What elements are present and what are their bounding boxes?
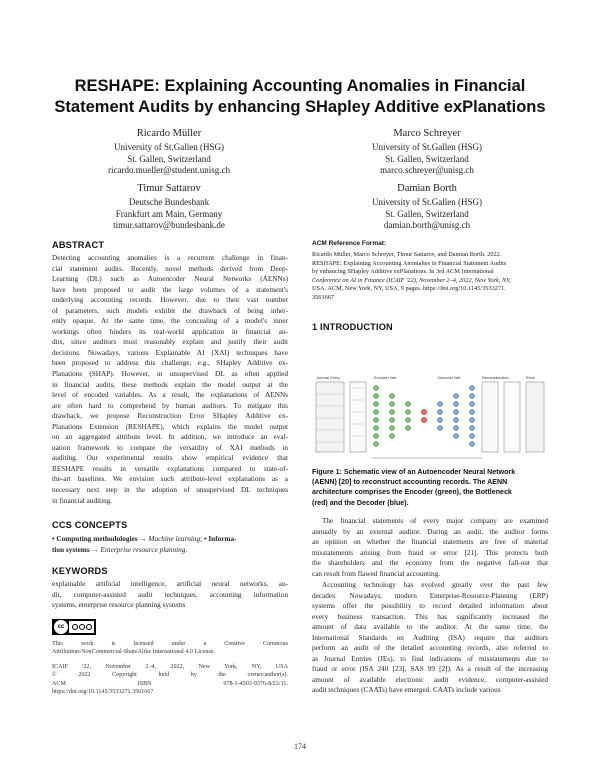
title-line: RESHAPE: Explaining Accounting Anomalies in Financial: [74, 77, 526, 95]
caption-line: Figure 1: Schematic view of an Autoencoder Neural Network: [312, 468, 516, 476]
keywords-text: [52, 579, 288, 611]
author-location: St. Gallen, Switzerland: [385, 208, 469, 219]
page-number: 174: [294, 742, 306, 751]
text-line: the-art baselines. We envision such attribute-level explanations as a: [52, 475, 288, 484]
cc-license-icons: [69, 621, 94, 633]
caption-line: (red) and the Decoder (blue).: [312, 498, 409, 507]
journal-entry-table: [316, 382, 344, 452]
author-block: [322, 182, 532, 232]
nc-icon: [79, 624, 85, 630]
text-line: Planations (SHAP). However, in unsupervised DL as often applied: [52, 370, 288, 379]
input-encoding: [350, 382, 366, 452]
text-line: the shareholders and the economy from the negative fall-out that: [312, 559, 548, 568]
abstract-heading: ABSTRACT: [52, 240, 105, 250]
author-location: St. Gallen, Switzerland: [385, 153, 469, 164]
text-line: dits, since auditors must reasonably explain and justify their audit: [52, 338, 288, 347]
by-icon: [72, 624, 78, 630]
abstract-text: [52, 253, 288, 506]
ref-line: Conference on AI in Finance (ICAIF '22), November 2–4, 2022, New York, NY,: [312, 276, 511, 284]
title-line: Statement Audits by enhancing SHapley Additive exPlanations: [54, 98, 546, 116]
ccs-concepts-heading: CCS CONCEPTS: [52, 520, 128, 530]
author-affiliation: University of St.Gallen (HSG): [372, 142, 482, 152]
text-line: of parameters, such models exhibit the drawback of being inher-: [52, 306, 288, 315]
text-line: on an aggregated attribute level. In addition, we introduce an eval-: [52, 433, 288, 442]
text-line: have been proposed to audit the large volumes of a statement's: [52, 285, 288, 294]
author-name: Ricardo Müller: [136, 128, 202, 139]
figure-label: Decoder Net: [438, 375, 461, 380]
text-line: audit techniques (CAATs) have emerged. CAATs include various: [312, 686, 501, 695]
creative-commons-badge[interactable]: [52, 619, 96, 635]
text-line: in financial audits, these methods explain the model output at the: [52, 380, 288, 389]
sa-icon: [86, 624, 92, 630]
keywords-heading: KEYWORDS: [52, 566, 108, 576]
text-line: Planations Extension (RESHAPE), which explains the model output: [52, 422, 288, 431]
reconstruction-output: [482, 382, 544, 452]
author-affiliation: University of St.Gallen (HSG): [114, 142, 224, 152]
introduction-heading: 1 INTRODUCTION: [312, 322, 393, 332]
text-line: Attribution-NonCommercial-ShareAlike International 4.0 License.: [52, 649, 215, 656]
ccs-line: • Computing methodologies → Machine learning; • Informa-: [52, 535, 237, 543]
text-line: International Standards on Auditing (ISA) require that auditors: [312, 633, 548, 642]
author-block: [322, 127, 532, 177]
text-line: explainable artificial intelligence, artificial neural networks, au-: [52, 580, 288, 588]
ref-line: 3561667: [312, 293, 335, 301]
ref-line: RESHAPE: Explaining Accounting Anomalies in Financial Statement Audits: [312, 259, 507, 267]
figure-1-aenn-schematic: [312, 374, 548, 464]
text-line: Detecting accounting anomalies is a recurrent challenge in finan-: [52, 254, 288, 262]
text-line: Learning (DL) such as Autoencoder Neural Networks (AENNs): [52, 275, 288, 284]
author-location: St. Gallen, Switzerland: [127, 153, 211, 164]
text-line: The financial statements of every major company are examined: [322, 517, 548, 525]
cc-logo-icon: cc: [54, 620, 68, 634]
author-email[interactable]: damian.borth@unisg.ch: [383, 220, 471, 231]
text-line: level of encoded variables. As a result, the explanations of AENNs: [52, 391, 288, 400]
text-line: perform an audit of the detailed accounting records, also referred to: [312, 644, 548, 653]
text-line: misstatements arising from fraud or error [21]. This protects both: [312, 548, 548, 557]
caption-line: (AENN) [20] to reconstruct accounting records. The AENN: [312, 478, 508, 487]
aenn-diagram: [312, 374, 548, 464]
text-line: This work is licensed under a Creative Commons: [52, 641, 288, 647]
license-text: [52, 640, 288, 657]
author-email[interactable]: timur.sattarov@bundesbank.de: [113, 220, 225, 231]
text-line: auditing. Our experimental results show empirical evidence that: [52, 454, 288, 463]
ccs-line: tion systems → Enterprise resource planning.: [52, 545, 188, 554]
text-line: amount of data available to the auditor. At the same time, the: [312, 623, 548, 632]
author-name: Timur Sattarov: [137, 183, 201, 194]
text-line: ACM ISBN 978-1-4503-9376-8/22/11.: [52, 680, 288, 687]
ref-line: Ricardo Müller, Marco Schreyer, Timur Sattarov, and Damian Borth. 2022.: [312, 251, 502, 258]
ref-line: by enhancing SHapley Additive exPlanations. In 3rd ACM International: [312, 268, 494, 276]
author-name: Marco Schreyer: [393, 128, 461, 139]
text-line: as Journal Entries (JEs), to find indications of misstatements due to: [312, 654, 548, 663]
venue-info: [52, 663, 288, 696]
text-line: cial statement audits. Recently, novel methods derived from Deep-: [52, 264, 288, 273]
intro-paragraph-1: [312, 516, 548, 579]
text-line: decisions. Nowadays, various Explainable AI (XAI) techniques have: [52, 348, 288, 357]
ref-line[interactable]: USA. ACM, New York, NY, USA, 9 pages. https://doi.org/10.1145/3533271.: [312, 285, 506, 293]
text-line: decades. Nowadays, modern Enterprise-Resource-Planning (ERP): [312, 591, 548, 600]
text-line: been proposed to address this challenge, e.g., SHapley Additive ex-: [52, 359, 288, 368]
author-email[interactable]: ricardo.mueller@student.unisg.ch: [107, 165, 230, 176]
text-line: © 2022 Copyright held by the owner/author(s).: [52, 672, 288, 679]
text-line: fraud or error (ISA 240 [23], SAS 99 [2]). As a result of the increasing: [312, 665, 548, 674]
author-block: [64, 127, 274, 177]
acm-reference-text: [312, 251, 548, 303]
caption-line: architecture comprises the Encoder (green), the Bottleneck: [312, 488, 512, 497]
author-block: [64, 182, 274, 232]
text-line: ently opaque. At the same time, the concealing of a model's inner: [52, 317, 288, 326]
text-line: dit, computer-assisted audit techniques, accounting information: [52, 590, 288, 599]
text-line: systems, enterprise resource planning systems: [52, 601, 186, 610]
text-line: Accounting technology has evolved greatly over the past few: [322, 581, 548, 589]
figure-1-caption: [312, 467, 548, 508]
author-location: Frankfurt am Main, Germany: [115, 208, 223, 219]
text-line: ICAIF '22, November 2–4, 2022, New York, NY, USA: [52, 664, 288, 670]
author-name: Damian Borth: [397, 183, 457, 194]
text-line: every business transaction. This has significantly increased the: [312, 612, 548, 621]
text-line: annually by an external auditor. During an audit, the auditor forms: [312, 527, 548, 536]
paper-title: [40, 76, 560, 118]
figure-label: Reconstruction: [482, 375, 509, 380]
text-line: underlying accounting records. However, due to their vast number: [52, 296, 288, 305]
acm-reference-heading: ACM Reference Format:: [312, 240, 387, 247]
text-line: amount of available electronic audit evidence, computer-assisted: [312, 675, 548, 684]
intro-paragraph-2: [312, 580, 548, 696]
ccs-concepts-text: [52, 534, 288, 555]
text-line: an opinion on whether the financial statements are free of material: [312, 538, 548, 547]
author-affiliation: University of St.Gallen (HSG): [372, 197, 482, 207]
text-line: drawback, we propose Reconstruction Error SHapley Additive ex-: [52, 412, 288, 421]
text-line: workings often hinders its real-world application in financial au-: [52, 327, 288, 336]
text-line: can result from flawed financial accounting.: [312, 569, 441, 578]
figure-label: Error: [526, 375, 535, 380]
text-line: RESHAPE results in versatile explanations compared to state-of-: [52, 464, 288, 473]
figure-label: Encoder Net: [374, 375, 397, 380]
text-line: necessary next step in the adoption of unsupervised DL techniques: [52, 486, 288, 495]
text-line: in financial auditing.: [52, 496, 113, 505]
author-email[interactable]: marco.schreyer@unisg.ch: [380, 165, 474, 176]
figure-label: Journal Entry: [316, 375, 340, 380]
text-line: https://doi.org/10.1145/3533271.3561667: [52, 688, 154, 695]
text-line: systems offer the possibility to record detailed information about: [312, 602, 548, 611]
author-affiliation: Deutsche Bundesbank: [128, 197, 210, 207]
text-line: uation framework to compare the versatility of XAI methods in: [52, 443, 288, 452]
text-line: are often hard to comprehend by human auditors. To mitigate this: [52, 401, 288, 410]
